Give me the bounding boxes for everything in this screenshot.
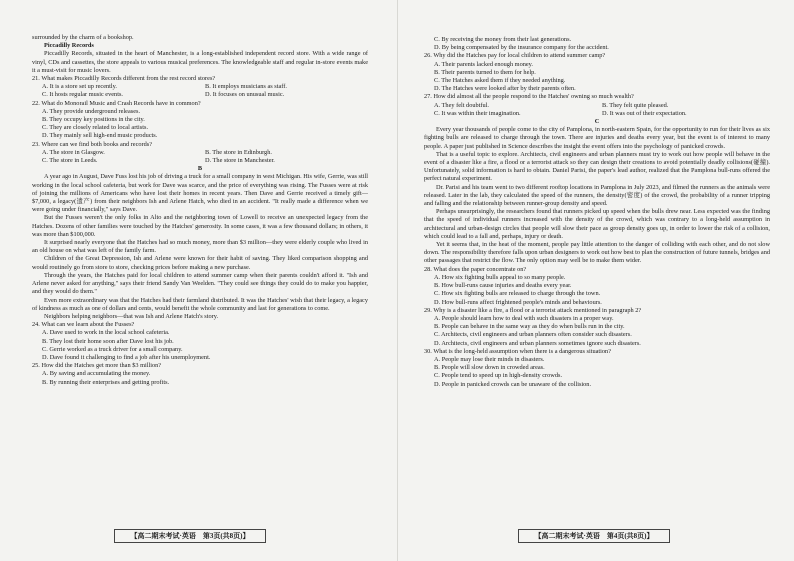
option: D. They mainly sell high-end music products. (42, 132, 158, 140)
option: D. Architects, civil engineers and urban planners sometimes ignore such disasters. (434, 339, 641, 347)
passage-b-paragraph-7: Neighbors helping neighbors—that was Ish and Arlene Hatch's story. (44, 312, 219, 320)
passage-b-paragraph-2: But the Fusses weren't the only folks in Alto and the neighboring town of Lowell to receive an unexpected legacy from the Hatches. Dozens of other families were touched by the Hatches' generosity. In some cases, it was a few thousand dollars; in others, it was more than $100,000. (32, 214, 368, 238)
left-page-column (32, 34, 368, 517)
passage-c-paragraph-1: Every year thousands of people come to the city of Pamplona, in north-eastern Spain, for the opportunity to run for their lives as six fighting bulls are released to charge through the town. There are injuries and deaths every year, but the event is of interest to many people. A paper just published in Science describes the insight the event offers into the psychology of panicked crowds. (424, 126, 770, 150)
section-c-heading: C (594, 118, 600, 126)
option: B. People will slow down in crowded areas. (434, 364, 545, 372)
option: C. Architects, civil engineers and urban planners often consider such disasters. (434, 331, 632, 339)
option: B. It employs musicians as staff. (205, 83, 287, 91)
option: D. It was out of their expectation. (602, 109, 687, 117)
footer-page-4: 【高二期末考试·英语 第4页(共8页)】 (518, 529, 670, 543)
passage-b-paragraph-1: A year ago in August, Dave Fuss lost his job of driving a truck for a small company in west Michigan. His wife, Gerrie, was still working in the local school cafeteria, but work for Dave was scarce, and the price of everything was rising. The Fusses were at risk of joining the millions of Americans who have lost their homes in recent years. Then Dave and Gerrie received a timely gift—$7,000, a legacy(遗产) from their neighbors Ish and Arlene Hatch, who died in an accident. "It really made a difference when we were going under financially," says Dave. (32, 173, 368, 214)
passage-b-paragraph-5: Through the years, the Hatches paid for local children to attend summer camp when their parents couldn't afford it. "Ish and Arlene never asked for anything," says their friend Sandy Van Weelden. "They could see things they could do to make you happier, and they would do them." (32, 271, 368, 296)
option: B. How bull-runs cause injuries and deaths every year. (434, 282, 572, 290)
option: C. The store in Leeds. (42, 157, 98, 165)
question-28: 28. What does the paper concentrate on? (424, 265, 527, 273)
question-27: 27. How did almost all the people respond to the Hatches' owning so much wealth? (424, 93, 634, 101)
option: A. The store in Glasgow. (42, 148, 105, 156)
option: A. People may lose their minds in disasters. (434, 355, 545, 363)
question-27-options-row2 (424, 110, 770, 118)
question-26: 26. Why did the Hatches pay for local children to attend summer camp? (424, 52, 606, 60)
piccadilly-heading: Piccadilly Records (44, 42, 94, 50)
option: B. The store in Edinburgh. (205, 148, 272, 156)
option: C. By receiving the money from their last generations. (434, 36, 572, 43)
passage-b-paragraph-3: It surprised nearly everyone that the Hatches had so much money, more than $3 million—they were elderly couple who lived in an old house on what was left of the family farm. (32, 239, 368, 255)
option: B. They lost their home soon after Dave lost his job. (42, 337, 174, 345)
option: C. They are closely related to local artists. (42, 124, 149, 132)
option: B. Their parents turned to them for help. (434, 68, 536, 76)
option: D. How bull-runs affect frightened people's minds and behaviours. (434, 298, 602, 306)
option: A. People should learn how to deal with such disasters in a proper way. (434, 314, 614, 322)
option: B. They occupy key positions in the city. (42, 116, 145, 124)
option: A. Their parents lacked enough money. (434, 60, 533, 68)
option: A. It is a store set up recently. (42, 83, 117, 91)
piccadilly-paragraph: Piccadilly Records, situated in the heart of Manchester, is a long-established independent record store. With a wide range of vinyl, CDs and cassettes, the store appeals to various musical preferences. The knowledgeable staff and regular in-store events make it a must-visit for music lovers. (32, 50, 368, 74)
option: D. It focuses on unusual music. (205, 91, 285, 99)
option: B. People can behave in the same way as they do when bulls run in the city. (434, 323, 625, 331)
option: D. By being compensated by the insurance company for the accident. (434, 44, 609, 52)
question-21-options-row1 (32, 83, 368, 91)
question-24: 24. What can we learn about the Fusses? (32, 321, 135, 329)
option: A. They provide underground releases. (42, 107, 141, 115)
question-23-options-row1 (32, 149, 368, 157)
option: C. How six fighting bulls are released to charge through the town. (434, 290, 601, 298)
footer-page-3: 【高二期末考试·英语 第3页(共8页)】 (114, 529, 266, 543)
option: A. How six fighting bulls appeal to so many people. (434, 273, 566, 281)
passage-c-paragraph-4: Perhaps unsurprisingly, the researchers found that runners picked up speed when the bulls drew near. Less expected was the finding that the speed of individual runners increased with the density of the crowd, which was contrary to a long-held assumption in architectural and urban-design circles that people will slow their pace as group density goes up, in order to lower the risk of a collision, which could lead to a fall and, perhaps, injury or death. (424, 208, 770, 240)
intro-line: surrounded by the charm of a bookshop. (32, 34, 134, 41)
option: A. By saving and accumulating the money. (42, 370, 151, 378)
option: C. Gerrie worked as a truck driver for a small company. (42, 345, 183, 353)
question-27-options-row1 (424, 102, 770, 110)
option: C. It hosts regular music events. (42, 91, 123, 99)
section-b-heading: B (197, 165, 203, 173)
question-25: 25. How did the Hatches get more than $3 million? (32, 362, 162, 370)
passage-b-paragraph-4: Children of the Great Depression, Ish and Arlene were known for their habit of saving. They liked comparison shopping and would routinely go from store to store, checking prices before making a new purchase. (32, 255, 368, 271)
option: A. They felt doubtful. (434, 101, 489, 109)
question-30: 30. What is the long-held assumption when there is a dangerous situation? (424, 347, 612, 355)
question-22: 22. What do Monorail Music and Crash Records have in common? (32, 99, 201, 107)
option: D. The store in Manchester. (205, 157, 275, 165)
passage-c-paragraph-5: Yet it seems that, in the heat of the moment, people pay little attention to the danger of colliding with each other, and do not slow down. The responsibility therefore falls upon urban designers to work out how best to plan the construction of future tunnels, bridges and other passages that restrict the flow. The only option may well be to make them wider. (424, 241, 770, 265)
option: C. It was within their imagination. (434, 109, 521, 117)
question-23-options-row2 (32, 157, 368, 165)
question-21: 21. What makes Piccadilly Records different from the rest record stores? (32, 75, 216, 83)
right-page-column (424, 36, 770, 517)
option: B. They felt quite pleased. (602, 101, 669, 109)
passage-c-paragraph-3: Dr. Parisi and his team went to two different rooftop locations in Pamplona in July 2023, and filmed the runners as the animals were released. Later in the lab, they calculated the speed of the runners, the density(密度) of the crowd, the probability of a runner tripping and falling and the relationship between runner-group density and speed. (424, 183, 770, 208)
option: D. The Hatches were looked after by their parents often. (434, 85, 576, 93)
option: C. People tend to speed up in high-density crowds. (434, 372, 563, 380)
option: C. The Hatches asked them if they needed anything. (434, 77, 566, 85)
question-23: 23. Where can we find both books and records? (32, 140, 153, 148)
question-21-options-row2 (32, 91, 368, 99)
passage-c-paragraph-2: That is a useful topic to explore. Architects, civil engineers and urban planners must try to work out how people will behave in the event of a disaster like a fire, a flood or a terrorist attack so they can design their creations to avoid potentially deadly collisions(碰撞). Unfortunately, solid information is hard to obtain. Daniel Parisi, the paper's lead author, realized that the Pamplona bull-runs offered the perfect natural experiment. (424, 150, 770, 183)
option: D. People in panicked crowds can be unaware of the collision. (434, 380, 592, 388)
option: A. Dave used to work in the local school cafeteria. (42, 329, 170, 337)
question-29: 29. Why is a disaster like a fire, a flood or a terrorist attack mentioned in paragraph 2? (424, 306, 642, 314)
option: B. By running their enterprises and getting profits. (42, 378, 170, 386)
passage-b-paragraph-6: Even more extraordinary was that the Hatches had their farmland distributed. It was the Hatches' wish that their legacy, a legacy of kindness as much as one of dollars and cents, would benefit the whole community and last for generations to come. (32, 296, 368, 312)
page-spine (397, 0, 398, 561)
option: D. Dave found it challenging to find a job after his unemployment. (42, 353, 211, 361)
